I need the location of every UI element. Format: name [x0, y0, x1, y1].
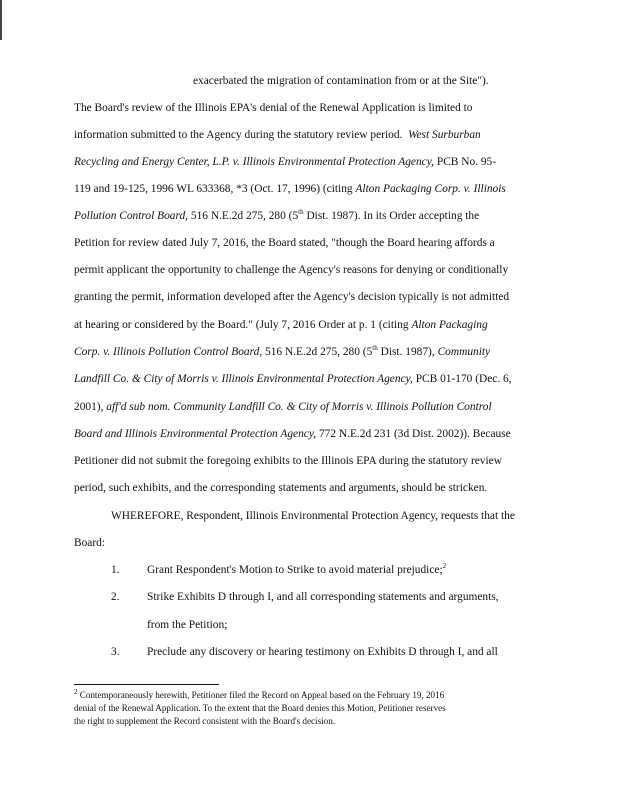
footnote-line: denial of the Renewal Application. To the extent that the Board denies this Motion, Petitioner reserves — [74, 703, 446, 713]
body-line: Board and Illinois Environmental Protection Agency, 772 N.E.2d 231 (3d Dist. 2002)). Because — [74, 428, 511, 440]
body-line: period, such exhibits, and the corresponding statements and arguments, should be stricken. — [74, 482, 488, 494]
case-citation: Landfill Co. & City of Morris v. Illinois Environmental Protection Agency, — [74, 373, 413, 385]
case-citation: Pollution Control Board, — [74, 210, 189, 222]
case-citation: Alton Packaging — [411, 319, 488, 331]
body-line: The Board's review of the Illinois EPA's denial of the Renewal Application is limited to — [74, 102, 473, 114]
case-citation: West Surburban — [408, 129, 481, 141]
request-number: 2. — [111, 591, 120, 603]
request-item-cont: from the Petition; — [147, 619, 228, 631]
footnote-line: the right to supplement the Record consistent with the Board's decision. — [74, 716, 336, 726]
case-citation: Corp. v. Illinois Pollution Control Board, — [74, 346, 263, 358]
body-line: Corp. v. Illinois Pollution Control Board, 516 N.E.2d 275, 280 (5th Dist. 1987), Community — [74, 344, 491, 358]
footnote-ref: 2 — [442, 562, 447, 571]
body-line: Petitioner did not submit the foregoing exhibits to the Illinois EPA during the statutory review — [74, 455, 502, 467]
case-citation: Recycling and Energy Center, L.P. v. Illinois Environmental Protection Agency, — [74, 156, 434, 168]
wherefore-line: WHEREFORE, Respondent, Illinois Environmental Protection Agency, requests that the — [111, 510, 515, 522]
request-number: 1. — [111, 564, 120, 576]
case-citation: aff'd sub nom. Community Landfill Co. & City of Morris v. Illinois Pollution Control — [106, 401, 492, 413]
request-number: 3. — [111, 646, 120, 658]
body-line: Recycling and Energy Center, L.P. v. Illinois Environmental Protection Agency, PCB No. 95- — [74, 156, 497, 168]
request-item: Grant Respondent's Motion to Strike to avoid material prejudice;$^2$ — [147, 562, 447, 576]
body-line: at hearing or considered by the Board." (July 7, 2016 Order at p. 1 (citing Alton Packaging — [74, 319, 488, 331]
body-line: information submitted to the Agency during the statutory review period. West Surburban — [74, 129, 481, 141]
footnote-separator — [74, 684, 219, 685]
body-line: granting the permit, information developed after the Agency's decision typically is not admitted — [74, 291, 510, 303]
body-line: 119 and 19-125, 1996 WL 633368, *3 (Oct. 17, 1996) (citing Alton Packaging Corp. v. Illinois — [74, 183, 506, 195]
body-line: 2001), aff'd sub nom. Community Landfill Co. & City of Morris v. Illinois Pollution Control — [74, 401, 492, 413]
page-edge-mark — [0, 0, 2, 40]
body-line: Landfill Co. & City of Morris v. Illinois Environmental Protection Agency, PCB 01-170 (Dec. 6, — [74, 373, 512, 385]
body-line: Pollution Control Board, 516 N.E.2d 275, 280 (5th Dist. 1987). In its Order accepting the — [74, 208, 480, 222]
request-item: Strike Exhibits D through I, and all corresponding statements and arguments, — [147, 591, 499, 603]
footnote-marker: 2 — [74, 687, 78, 696]
case-citation: Community — [437, 346, 491, 358]
request-item: Preclude any discovery or hearing testimony on Exhibits D through I, and all — [147, 646, 498, 658]
footnote-line: $^2$ Contemporaneously herewith, Petitioner filed the Record on Appeal based on the February 19, 2016 — [74, 687, 445, 700]
case-citation: Board and Illinois Environmental Protection Agency, — [74, 428, 317, 440]
body-line: permit applicant the opportunity to challenge the Agency's reasons for denying or conditionally — [74, 264, 509, 276]
opening-fragment: exacerbated the migration of contamination from or at the Site"). — [193, 75, 489, 87]
case-citation: Alton Packaging Corp. v. Illinois — [355, 183, 506, 195]
body-line: Board: — [74, 537, 106, 549]
body-line: Petition for review dated July 7, 2016, the Board stated, "though the Board hearing affords a — [74, 237, 495, 249]
